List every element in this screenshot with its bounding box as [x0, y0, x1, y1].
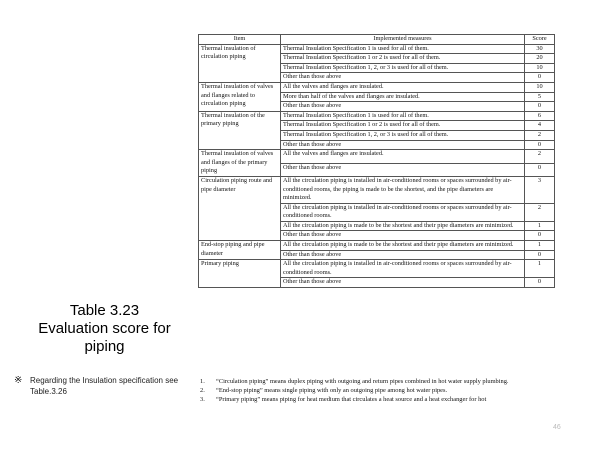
measure-cell: Thermal Insulation Specification 1 or 2 is used for all of them.: [281, 121, 525, 131]
insulation-note: [14, 375, 189, 397]
measure-cell: Thermal Insulation Specification 1, 2, or 3 is used for all of them.: [281, 130, 525, 140]
measure-cell: All the circulation piping is installed in air-conditioned rooms or spaces surrounded by air-conditioned rooms.: [281, 260, 525, 278]
score-cell: 0: [525, 140, 555, 150]
caption-line-1: Table 3.23: [69, 302, 140, 319]
footnote-text: “Primary piping” means piping for heat medium that circulates a heat source and a heat exchanger for hot: [216, 395, 487, 403]
header-measures: Implemented measures: [281, 35, 525, 45]
score-cell: 10: [525, 63, 555, 73]
score-cell: 5: [525, 92, 555, 102]
header-item: Item: [199, 35, 281, 45]
score-cell: 30: [525, 44, 555, 54]
note-text: Regarding the Insulation specification see Table.3.26: [30, 376, 179, 396]
table-row: [199, 260, 555, 278]
score-cell: 1: [525, 260, 555, 278]
item-cell: Circulation piping route and pipe diameter: [199, 176, 281, 240]
table-row: [199, 176, 555, 203]
score-cell: 2: [525, 203, 555, 221]
measure-cell: Other than those above: [281, 140, 525, 150]
table-row: [199, 111, 555, 121]
measure-cell: All the circulation piping is made to be the shortest and their pipe diameters are minimized.: [281, 221, 525, 231]
reference-mark: ※: [14, 375, 23, 386]
table-body: [199, 44, 555, 287]
score-cell: 0: [525, 231, 555, 241]
item-cell: Thermal insulation of circulation piping: [199, 44, 281, 82]
measure-cell: More than half of the valves and flanges are insulated.: [281, 92, 525, 102]
footnote-3: [198, 396, 576, 405]
score-cell: 4: [525, 121, 555, 131]
header-score: Score: [525, 35, 555, 45]
measure-cell: Other than those above: [281, 73, 525, 83]
table-row: [199, 241, 555, 251]
footnote-number: 3.: [200, 395, 205, 403]
footnote-text: “Circulation piping” means duplex piping with outgoing and return pipes combined in hot water supply plumbing.: [216, 378, 509, 385]
score-cell: 0: [525, 163, 555, 176]
footnote-2: [198, 387, 576, 396]
score-cell: 0: [525, 73, 555, 83]
measure-cell: All the circulation piping is installed in air-conditioned rooms or spaces surrounded by air-conditioned rooms, the piping is made to be the shortest, and the pipe diameters are minimized.: [281, 176, 525, 203]
footnote-1: [198, 378, 576, 387]
table-caption: [22, 302, 187, 356]
item-cell: Thermal insulation of valves and flanges related to circulation piping: [199, 82, 281, 111]
score-cell: 3: [525, 176, 555, 203]
measure-cell: Other than those above: [281, 102, 525, 112]
measure-cell: All the valves and flanges are insulated.: [281, 150, 525, 163]
measure-cell: Other than those above: [281, 278, 525, 288]
measure-cell: All the circulation piping is installed in air-conditioned rooms or spaces surrounded by air-conditioned rooms.: [281, 203, 525, 221]
measure-cell: Other than those above: [281, 231, 525, 241]
measure-cell: Thermal Insulation Specification 1 is used for all of them.: [281, 111, 525, 121]
measure-cell: Thermal Insulation Specification 1 is used for all of them.: [281, 44, 525, 54]
measure-cell: Other than those above: [281, 250, 525, 260]
item-cell: End-stop piping and pipe diameter: [199, 241, 281, 260]
footnote-text: “End-stop piping” means single piping with only an outgoing pipe among hot water pipes.: [216, 386, 448, 394]
table-row: [199, 44, 555, 54]
score-cell: 2: [525, 150, 555, 163]
score-cell: 0: [525, 278, 555, 288]
measure-cell: All the circulation piping is made to be the shortest and their pipe diameters are minimized.: [281, 241, 525, 251]
footnotes: [198, 378, 576, 404]
table-header-row: [199, 35, 555, 45]
measure-cell: Thermal Insulation Specification 1, 2, or 3 is used for all of them.: [281, 63, 525, 73]
measure-cell: All the valves and flanges are insulated.: [281, 82, 525, 92]
table-row: [199, 82, 555, 92]
table-row: [199, 150, 555, 163]
caption-line-3: piping: [84, 338, 125, 355]
caption-line-2: Evaluation score for: [38, 320, 171, 337]
score-cell: 10: [525, 82, 555, 92]
item-cell: Primary piping: [199, 260, 281, 288]
score-cell: 2: [525, 130, 555, 140]
item-cell: Thermal insulation of the primary piping: [199, 111, 281, 149]
score-cell: 0: [525, 250, 555, 260]
measure-cell: Other than those above: [281, 163, 525, 176]
score-cell: 1: [525, 221, 555, 231]
score-cell: 0: [525, 102, 555, 112]
score-cell: 6: [525, 111, 555, 121]
footnote-number: 2.: [200, 386, 205, 394]
score-cell: 20: [525, 54, 555, 64]
item-cell: Thermal insulation of valves and flanges of the primary piping: [199, 150, 281, 177]
score-cell: 1: [525, 241, 555, 251]
footnote-number: 1.: [200, 378, 205, 385]
measure-cell: Thermal Insulation Specification 1 or 2 is used for all of them.: [281, 54, 525, 64]
piping-score-table: [198, 34, 555, 288]
page-number: 46: [553, 424, 561, 431]
